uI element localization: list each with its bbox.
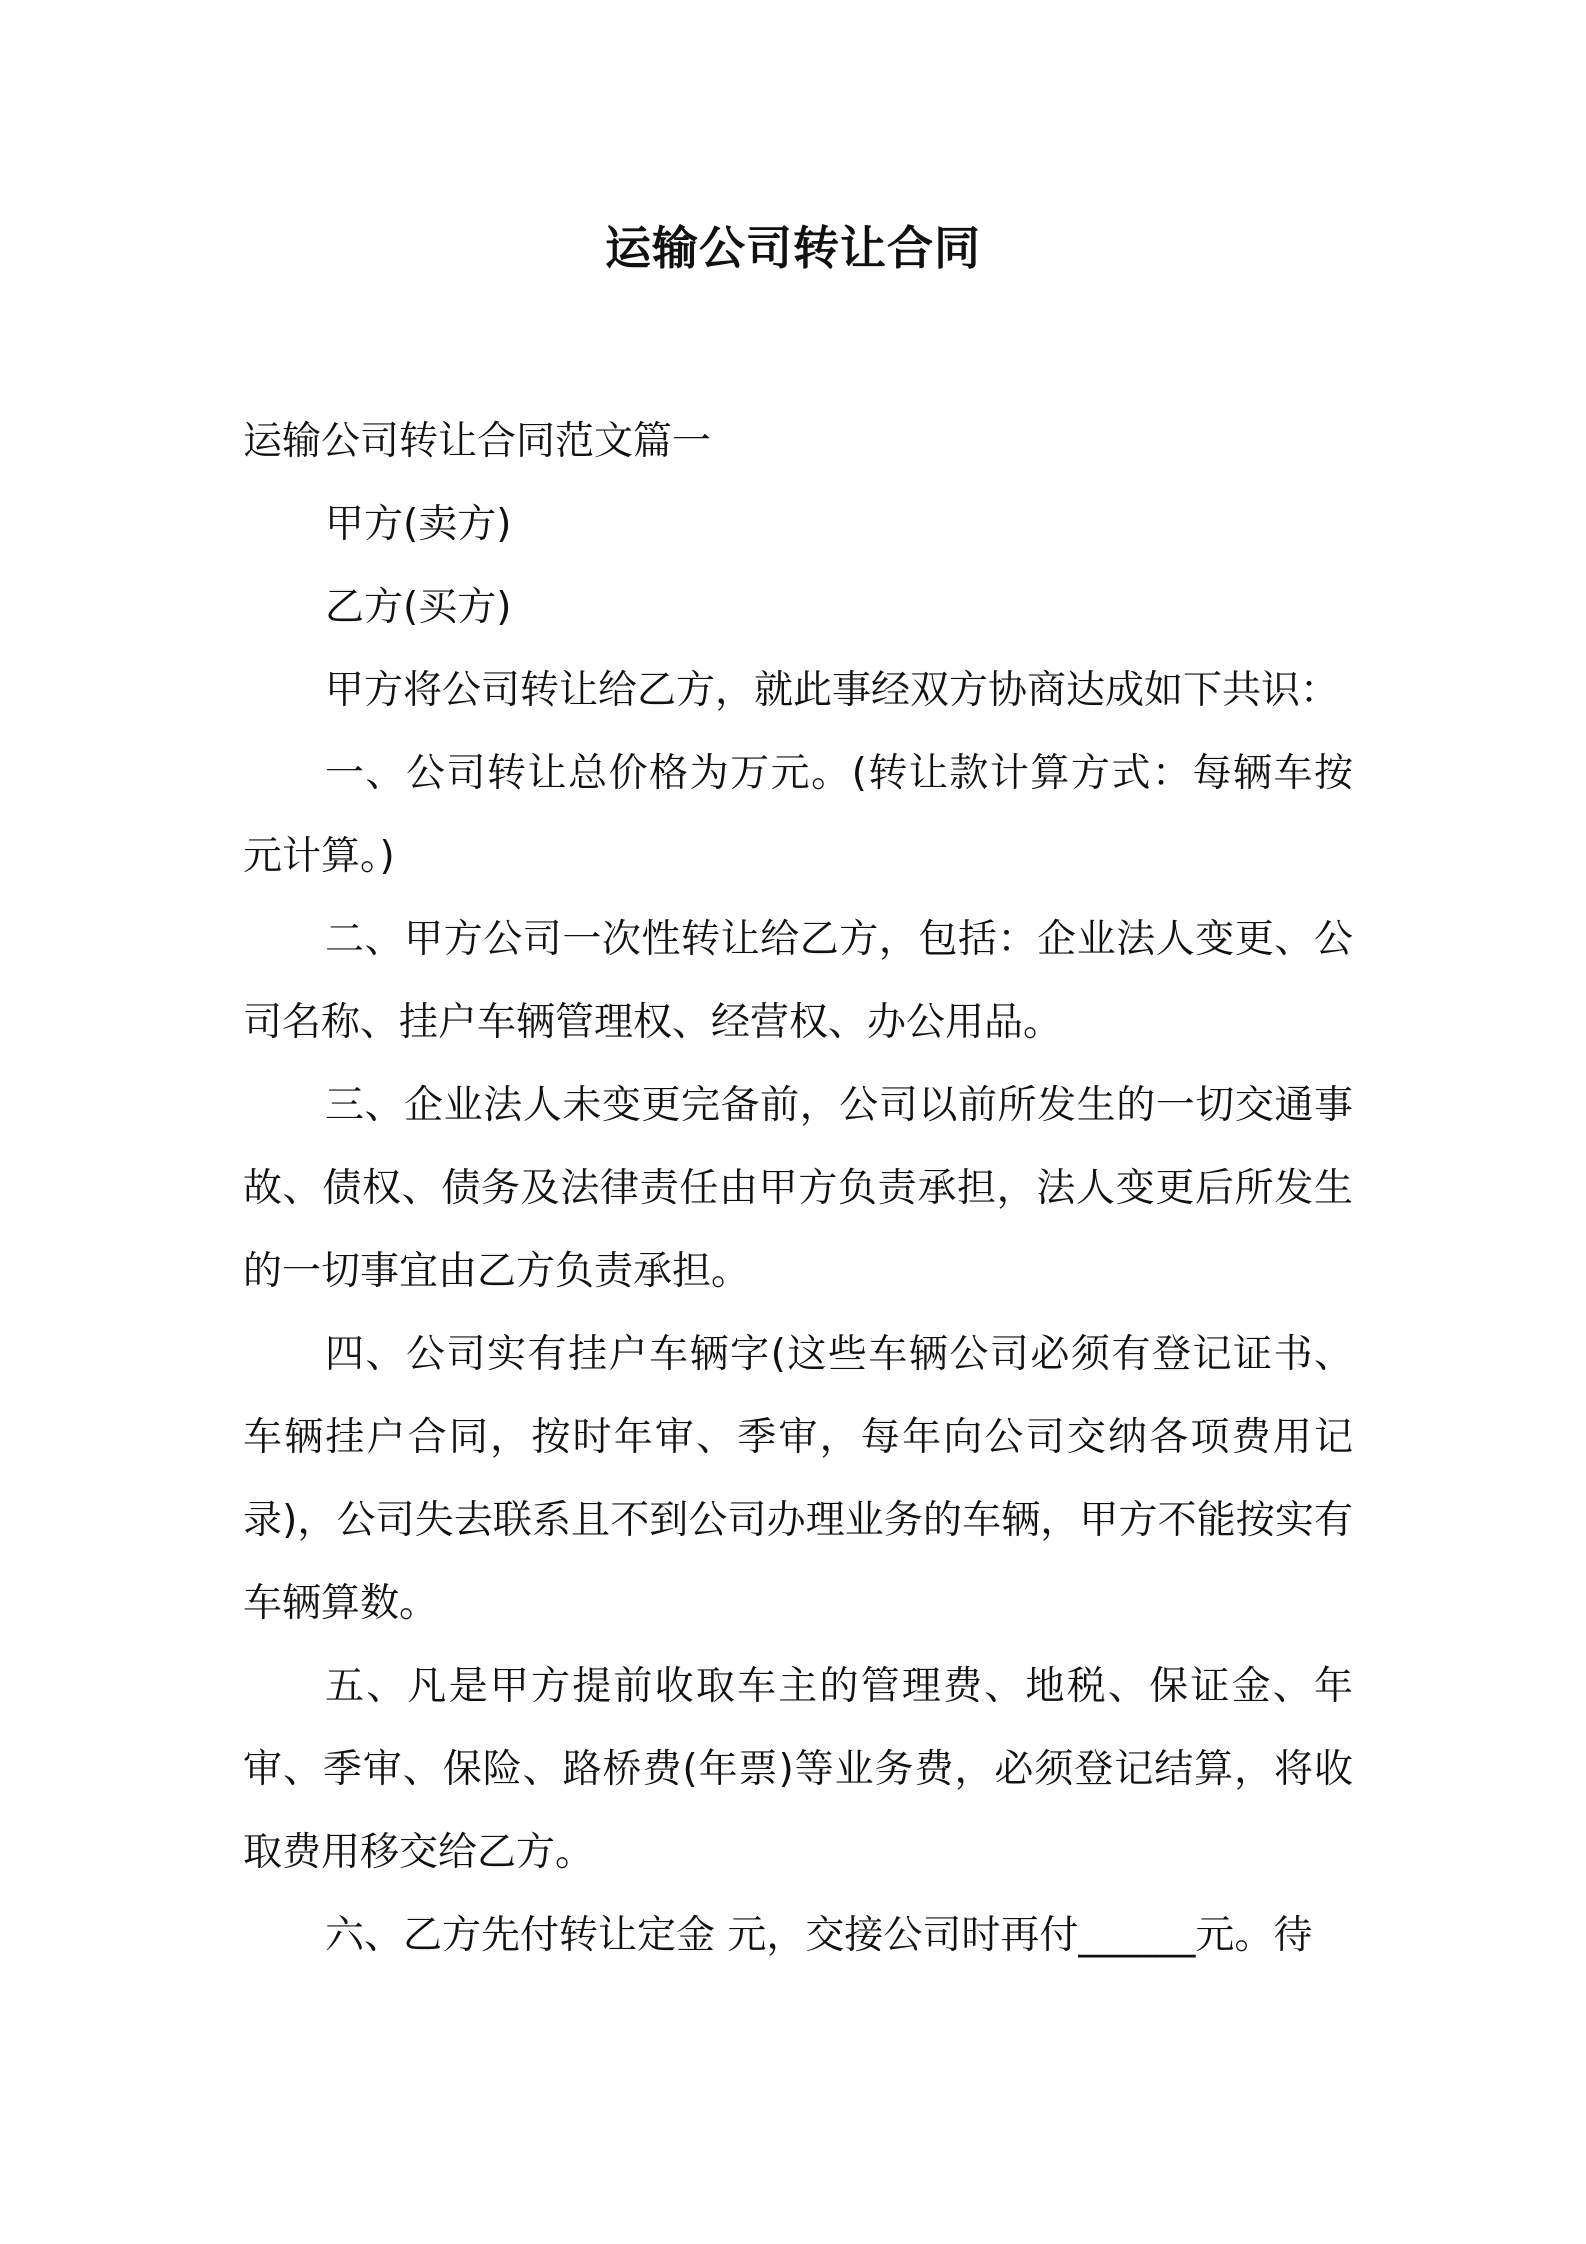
- party-b-line: 乙方(买方): [325, 585, 512, 630]
- document-title: 运输公司转让合同: [605, 221, 981, 275]
- clause-5: 五、凡是甲方提前收取车主的管理费、地税、保证金、年审、季审、保险、路桥费(年票)等业务费，必须登记结算，将收取费用移交给乙方。: [243, 1664, 1353, 1875]
- clause-4: 四、公司实有挂户车辆字(这些车辆公司必须有登记证书、车辆挂户合同，按时年审、季审，每年向公司交纳各项费用记录)，公司失去联系且不到公司办理业务的车辆，甲方不能按实有车辆算数。: [243, 1332, 1353, 1626]
- section-heading: 运输公司转让合同范文篇一: [243, 419, 712, 464]
- clause-3: 三、企业法人未变更完备前，公司以前所发生的一切交通事故、债权、债务及法律责任由甲方负责承担，法人变更后所发生的一切事宜由乙方负责承担。: [243, 1083, 1353, 1294]
- clause-1: 一、公司转让总价格为万元。(转让款计算方式：每辆车按 元计算。): [243, 751, 1353, 879]
- clause-6: 六、乙方先付转让定金 元，交接公司时再付______元。待: [325, 1913, 1313, 1958]
- agreement-intro: 甲方将公司转让给乙方，就此事经双方协商达成如下共识：: [325, 668, 1340, 713]
- party-a-line: 甲方(卖方): [325, 502, 512, 547]
- clause-2: 二、甲方公司一次性转让给乙方，包括：企业法人变更、公司名称、挂户车辆管理权、经营权、办公用品。: [243, 917, 1353, 1045]
- document-body: [243, 400, 1353, 1977]
